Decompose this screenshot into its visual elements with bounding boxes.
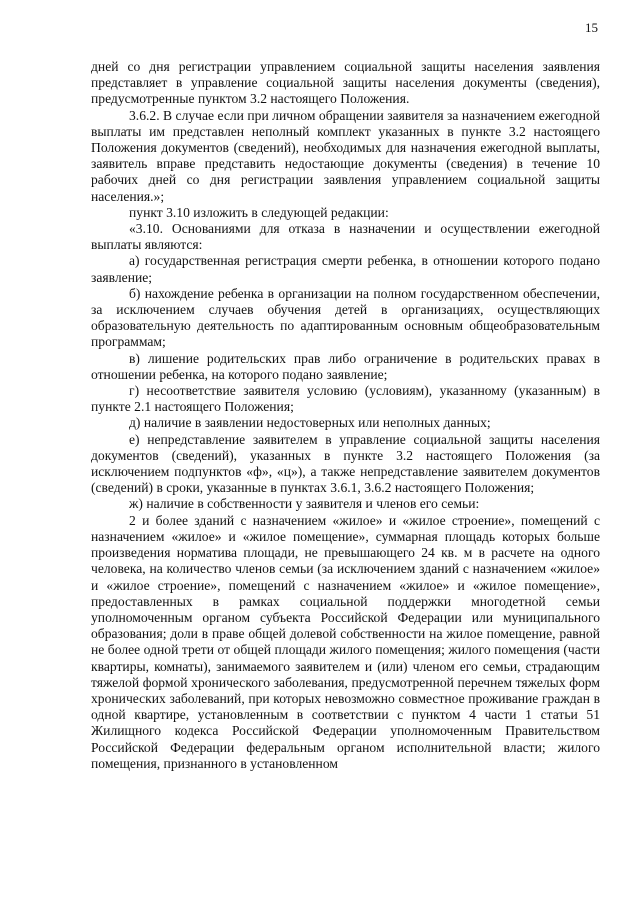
paragraph-amendment-intro: пункт 3.10 изложить в следующей редакции: <box>129 204 389 220</box>
paragraph-3-10: «3.10. Основаниями для отказа в назначении и осуществлении ежегодной выплаты являются: <box>91 221 600 253</box>
paragraph-3-6-2: 3.6.2. В случае если при личном обращении заявителя за назначением ежегодной выплаты им представлен неполный комплект указанных в пункте 3.2 настоящего Положения документов (сведений), необходимых для назначения ежегодной выплаты, заявитель вправе представить недостающие документы (сведения) в течение 10 рабочих дней со дня регистрации заявления управлением социальной защиты населения.»; <box>91 107 600 204</box>
paragraph-property-conditions: 2 и более зданий с назначением «жилое» и «жилое строение», помещений с назначением «жилое» и «жилое помещение», суммарная площадь которых больше произведения норматива площади, не превышающего 24 кв. м в расчете на одного человека, на количество членов семьи (за исключением зданий с назначением «жилое» и «жилое строение», помещений с назначением «жилое» и «жилое помещение», предоставленных в рамках социальной поддержки многодетной семьи уполномоченным органом субъекта Российской Федерации или муниципального образования; доли в праве общей долевой собственности на жилое помещение, равной не более одной трети от общей площади жилого помещения; жилого помещения (части квартиры, комнаты), занимаемого заявителем и (или) членом его семьи, страдающим тяжелой формой хронического заболевания, предусмотренной перечнем тяжелых форм хронических заболеваний, при которых невозможно совместное проживание граждан в одной квартире, установленным в соответствии с пунктом 4 части 1 статьи 51 Жилищного кодекса Российской Федерации уполномоченным Правительством Российской Федерации федеральным органом исполнительной власти; жилого помещения, признанного в установленном <box>91 512 600 771</box>
paragraph-item-zh: ж) наличие в собственности у заявителя и членов его семьи: <box>129 496 480 512</box>
paragraph-item-b: б) нахождение ребенка в организации на полном государственном обеспечении, за исключением случаев обучения детей в организациях, осуществляющих образовательную деятельность по адаптированным основным общеобразовательным программам; <box>91 285 600 350</box>
page-number: 15 <box>585 20 598 35</box>
paragraph-continuation: дней со дня регистрации управлением социальной защиты населения заявления представляет в управление социальной защиты населения документы (сведения), предусмотренные пунктом 3.2 настоящего Положения. <box>91 59 600 107</box>
paragraph-item-v: в) лишение родительских прав либо ограничение в родительских правах в отношении ребенка, на которого подано заявление; <box>91 350 600 382</box>
paragraph-item-g: г) несоответствие заявителя условию (условиям), указанному (указанным) в пункте 2.1 настоящего Положения; <box>91 383 600 415</box>
paragraph-item-a: а) государственная регистрация смерти ребенка, в отношении которого подано заявление; <box>91 253 600 285</box>
paragraph-item-e: е) непредставление заявителем в управление социальной защиты населения документов (сведений), указанных в пункте 3.2 настоящего Положения (за исключением подпунктов «ф», «ц»), а также непредставление заявителем документов (сведений) в сроки, указанные в пунктах 3.6.1, 3.6.2 настоящего Положения; <box>91 431 600 496</box>
paragraph-item-d: д) наличие в заявлении недостоверных или неполных данных; <box>129 415 491 431</box>
document-body <box>91 59 600 772</box>
